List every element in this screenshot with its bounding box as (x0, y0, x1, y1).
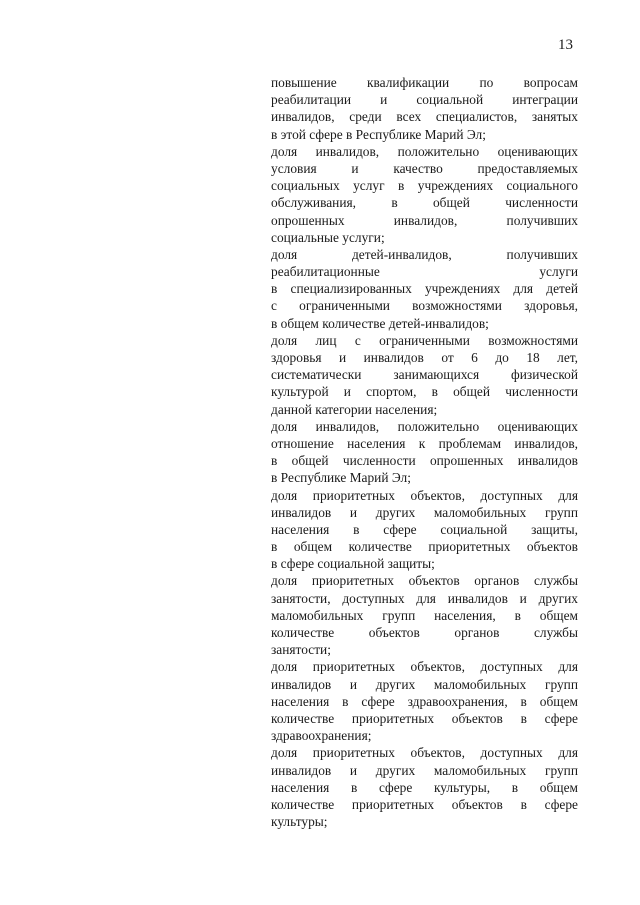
text-line: занятости; (271, 642, 331, 658)
text-line: обслуживания, в общей численности (271, 195, 578, 211)
text-line: количестве приоритетных объектов в сфере (271, 710, 578, 726)
text-line: занятости, доступных для инвалидов и других (271, 590, 578, 606)
text-line: здоровья и инвалидов от 6 до 18 лет, (271, 350, 578, 365)
text-line: инвалидов и других маломобильных групп (271, 504, 578, 520)
text-line: населения в сфере социальной защиты, (271, 521, 578, 537)
text-line: инвалидов и других маломобильных групп (271, 762, 578, 778)
text-line: в общем количестве приоритетных объектов (271, 539, 578, 555)
text-line: условия и качество предоставляемых (271, 160, 578, 176)
text-line: в Республике Марий Эл; (271, 470, 411, 486)
text-line: количестве объектов органов службы (271, 625, 578, 640)
text-line: доля приоритетных объектов, доступных для (271, 745, 578, 761)
text-line: доля инвалидов, положительно оценивающих (271, 143, 578, 159)
text-line: здравоохранения; (271, 728, 372, 744)
text-line: доля лиц с ограниченными возможностями (271, 332, 578, 348)
text-line: в этой сфере в Республике Марий Эл; (271, 126, 486, 142)
text-line: культурой и спортом, в общей численности (271, 384, 578, 400)
text-line: маломобильных групп населения, в общем (271, 607, 578, 623)
text-line: опрошенных инвалидов, получивших (271, 212, 578, 228)
text-line: доля приоритетных объектов, доступных для (271, 487, 578, 503)
text-line: количестве приоритетных объектов в сфере (271, 796, 578, 812)
text-line: в сфере социальной защиты; (271, 556, 435, 572)
text-line: повышение квалификации по вопросам (271, 75, 578, 90)
text-line: доля приоритетных объектов, доступных для (271, 659, 578, 675)
text-line: доля детей-инвалидов, получивших (271, 246, 578, 262)
text-line: инвалидов, среди всех специалистов, занятых (271, 109, 578, 125)
text-line: социальных услуг в учреждениях социального (271, 178, 578, 194)
text-line: в специализированных учреждениях для детей (271, 281, 578, 297)
text-line: данной категории населения; (271, 401, 438, 417)
document-body (271, 74, 578, 830)
text-line: в общей численности опрошенных инвалидов (271, 453, 578, 469)
text-line: систематически занимающихся физической (271, 367, 578, 383)
text-line: культуры; (271, 814, 328, 830)
page-number: 13 (558, 37, 573, 53)
text-line: инвалидов и других маломобильных групп (271, 676, 578, 692)
text-line: населения в сфере здравоохранения, в общем (271, 693, 578, 709)
text-line: отношение населения к проблемам инвалидов, (271, 435, 578, 451)
text-line: доля приоритетных объектов органов службы (271, 573, 578, 589)
text-line: населения в сфере культуры, в общем (271, 779, 578, 795)
text-line: реабилитации и социальной интеграции (271, 92, 578, 108)
text-line: доля инвалидов, положительно оценивающих (271, 418, 578, 434)
text-line: в общем количестве детей-инвалидов; (271, 315, 489, 331)
text-line: реабилитационные услуги (271, 264, 578, 280)
text-line: с ограниченными возможностями здоровья, (271, 298, 578, 314)
text-line: социальные услуги; (271, 229, 385, 245)
